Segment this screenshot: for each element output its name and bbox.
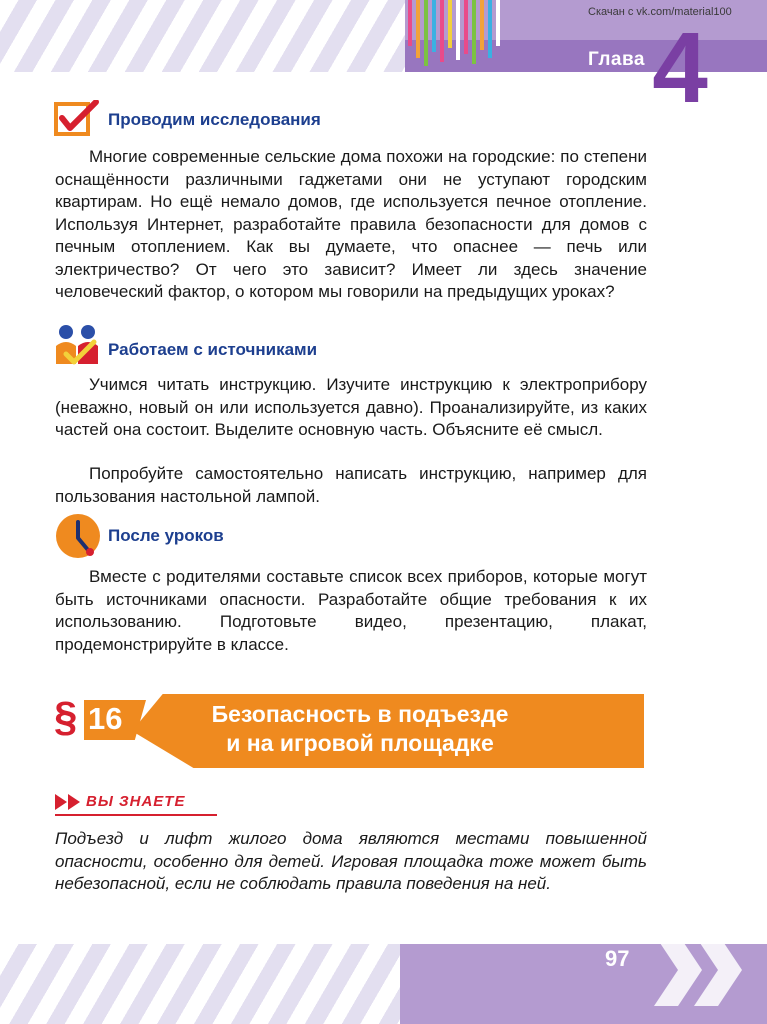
section-title-after-lessons: После уроков xyxy=(108,526,224,545)
section-text-sources-1: Учимся читать инструкцию. Изучите инструкцию к электроприбору (неважно, новый он или используется давно). Проанализируйте, из каких частей она состоит. Выделите основную часть. Объясните её смысл. xyxy=(55,375,647,439)
lesson-title xyxy=(150,700,570,758)
section-title-research: Проводим исследования xyxy=(108,110,321,129)
footer-stripes xyxy=(0,944,420,1024)
paragraph-mark: § xyxy=(54,693,78,740)
page-number: 97 xyxy=(605,946,630,971)
checkmark-box-icon xyxy=(54,100,100,136)
section-text-research: Многие современные сельские дома похожи на городские: по степени оснащённости различными гаджетами они не уступают городским квартирам. Но ещё немало домов, где используется печное отопление. Используя Интернет, разработайте правила безопасности для домов с печным отоплением. Как вы думаете, что опаснее — печь или электричество? От чего это зависит? Имеет ли здесь значение человеческий фактор, о котором мы говорили на предыдущих уроках? xyxy=(55,147,647,301)
people-icon xyxy=(54,324,102,368)
clock-icon xyxy=(54,512,102,560)
chapter-label: Глава xyxy=(588,49,645,70)
paragraph-number: 16 xyxy=(88,701,123,736)
double-arrow-icon xyxy=(55,794,83,810)
section-title-sources: Работаем с источниками xyxy=(108,340,318,359)
did-you-know-underline xyxy=(55,814,217,816)
header-stripes xyxy=(0,0,420,72)
section-text-sources-2: Попробуйте самостоятельно написать инструкцию, например для пользования настольной лампой. xyxy=(55,464,647,506)
chevron-right-icon xyxy=(650,930,750,1010)
chapter-number: 4 xyxy=(652,12,708,124)
lesson-title-line2: и на игровой площадке xyxy=(226,730,494,756)
source-note: Скачан с vk.com/material100 xyxy=(588,6,732,18)
did-you-know-text: Подъезд и лифт жилого дома являются местами повышенной опасности, особенно для детей. Игровая площадка тоже может быть небезопасной, если не соблюдать правила поведения на ней. xyxy=(55,829,647,893)
section-text-after-lessons: Вместе с родителями составьте список всех приборов, которые могут быть источниками опасности. Разработайте общие требования к их использованию. Подготовьте видео, презентацию, плакат, продемонстрируйте в классе. xyxy=(55,567,647,654)
did-you-know-label: ВЫ ЗНАЕТЕ xyxy=(86,793,186,810)
lesson-title-line1: Безопасность в подъезде xyxy=(211,701,509,727)
